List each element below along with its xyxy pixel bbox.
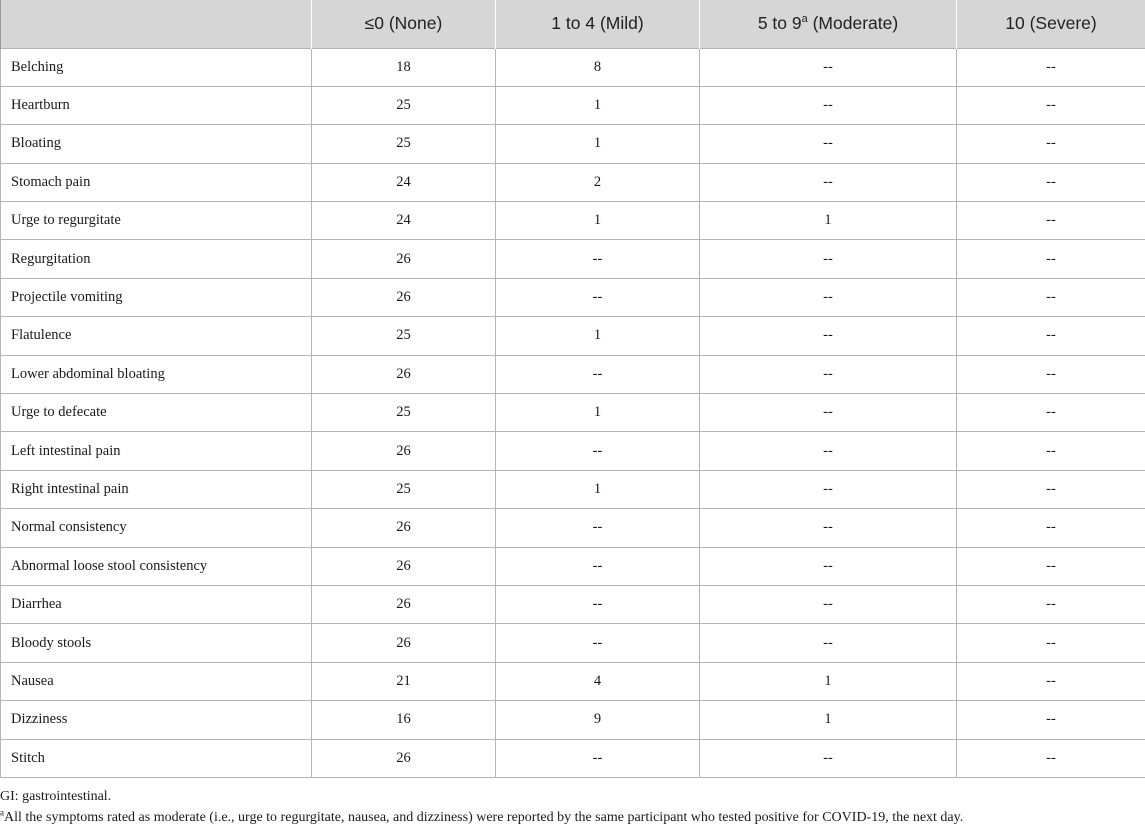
table-row [1, 317, 1145, 355]
cell-mild: 1 [496, 470, 700, 508]
table-row [1, 509, 1145, 547]
table-row [1, 701, 1145, 739]
table-body [1, 48, 1145, 777]
cell-severe: -- [957, 432, 1145, 470]
cell-mild: 8 [496, 48, 700, 86]
table-row [1, 547, 1145, 585]
cell-symptom: Abnormal loose stool consistency [1, 547, 312, 585]
header-moderate: 5 to 9$^a$ (Moderate) [700, 0, 957, 48]
cell-severe: -- [957, 547, 1145, 585]
cell-moderate: -- [700, 163, 957, 201]
header-mild: 1 to 4 (Mild) [496, 0, 700, 48]
cell-symptom: Heartburn [1, 86, 312, 124]
cell-none: 26 [312, 509, 496, 547]
table-row [1, 662, 1145, 700]
footnote-a [0, 807, 963, 828]
cell-symptom: Right intestinal pain [1, 470, 312, 508]
table-row [1, 125, 1145, 163]
cell-severe: -- [957, 240, 1145, 278]
cell-mild: 1 [496, 202, 700, 240]
cell-moderate: -- [700, 86, 957, 124]
cell-symptom: Bloating [1, 125, 312, 163]
cell-severe: -- [957, 86, 1145, 124]
cell-symptom: Stitch [1, 739, 312, 777]
cell-symptom: Stomach pain [1, 163, 312, 201]
cell-severe: -- [957, 624, 1145, 662]
cell-mild: -- [496, 355, 700, 393]
cell-severe: -- [957, 394, 1145, 432]
cell-none: 21 [312, 662, 496, 700]
cell-symptom: Flatulence [1, 317, 312, 355]
table-row [1, 624, 1145, 662]
cell-mild: 1 [496, 125, 700, 163]
cell-mild: 2 [496, 163, 700, 201]
table-row [1, 86, 1145, 124]
cell-mild: -- [496, 509, 700, 547]
cell-moderate: 1 [700, 701, 957, 739]
cell-symptom: Projectile vomiting [1, 278, 312, 316]
table-row [1, 355, 1145, 393]
cell-none: 18 [312, 48, 496, 86]
cell-mild: -- [496, 585, 700, 623]
cell-moderate: -- [700, 317, 957, 355]
cell-symptom: Dizziness [1, 701, 312, 739]
cell-severe: -- [957, 662, 1145, 700]
cell-severe: -- [957, 585, 1145, 623]
cell-moderate: -- [700, 48, 957, 86]
cell-none: 26 [312, 547, 496, 585]
table-row [1, 470, 1145, 508]
cell-symptom: Left intestinal pain [1, 432, 312, 470]
table-footnotes [0, 786, 963, 828]
table-row [1, 739, 1145, 777]
cell-symptom: Urge to regurgitate [1, 202, 312, 240]
cell-mild: -- [496, 240, 700, 278]
cell-moderate: -- [700, 739, 957, 777]
cell-symptom: Lower abdominal bloating [1, 355, 312, 393]
cell-symptom: Nausea [1, 662, 312, 700]
cell-none: 26 [312, 739, 496, 777]
header-symptom [1, 0, 312, 48]
cell-moderate: -- [700, 125, 957, 163]
cell-none: 26 [312, 432, 496, 470]
cell-moderate: -- [700, 355, 957, 393]
cell-severe: -- [957, 355, 1145, 393]
table-row [1, 432, 1145, 470]
cell-mild: -- [496, 624, 700, 662]
cell-symptom: Bloody stools [1, 624, 312, 662]
table-row [1, 240, 1145, 278]
cell-severe: -- [957, 278, 1145, 316]
table-row [1, 394, 1145, 432]
cell-moderate: -- [700, 509, 957, 547]
cell-moderate: -- [700, 240, 957, 278]
cell-mild: -- [496, 547, 700, 585]
cell-moderate: -- [700, 394, 957, 432]
cell-none: 24 [312, 202, 496, 240]
cell-moderate: -- [700, 278, 957, 316]
header-none: ≤0 (None) [312, 0, 496, 48]
cell-severe: -- [957, 509, 1145, 547]
cell-none: 25 [312, 317, 496, 355]
cell-severe: -- [957, 163, 1145, 201]
cell-none: 16 [312, 701, 496, 739]
cell-severe: -- [957, 701, 1145, 739]
cell-moderate: -- [700, 547, 957, 585]
cell-none: 25 [312, 470, 496, 508]
cell-mild: 1 [496, 317, 700, 355]
cell-none: 26 [312, 585, 496, 623]
cell-moderate: -- [700, 585, 957, 623]
table-row [1, 202, 1145, 240]
cell-symptom: Diarrhea [1, 585, 312, 623]
cell-severe: -- [957, 317, 1145, 355]
cell-none: 26 [312, 240, 496, 278]
table-row [1, 278, 1145, 316]
cell-severe: -- [957, 125, 1145, 163]
cell-mild: -- [496, 432, 700, 470]
cell-none: 25 [312, 125, 496, 163]
cell-symptom: Regurgitation [1, 240, 312, 278]
footnote-marker: a [802, 13, 808, 25]
table-row [1, 48, 1145, 86]
cell-mild: -- [496, 278, 700, 316]
cell-none: 26 [312, 278, 496, 316]
header-severe: 10 (Severe) [957, 0, 1145, 48]
cell-severe: -- [957, 470, 1145, 508]
cell-none: 25 [312, 394, 496, 432]
cell-severe: -- [957, 202, 1145, 240]
table-row [1, 585, 1145, 623]
footnote-a-marker: a [0, 807, 4, 817]
cell-none: 25 [312, 86, 496, 124]
cell-severe: -- [957, 739, 1145, 777]
footnote-abbreviation: GI: gastrointestinal. [0, 786, 963, 807]
cell-mild: 4 [496, 662, 700, 700]
cell-mild: -- [496, 739, 700, 777]
cell-moderate: 1 [700, 202, 957, 240]
cell-mild: 9 [496, 701, 700, 739]
cell-moderate: -- [700, 624, 957, 662]
cell-none: 26 [312, 624, 496, 662]
cell-symptom: Normal consistency [1, 509, 312, 547]
footnote-a-text: All the symptoms rated as moderate (i.e., urge to regurgitate, nausea, and dizziness) were reported by the same participant who tested positive for COVID-19, the next day. [4, 810, 963, 825]
cell-none: 24 [312, 163, 496, 201]
cell-symptom: Urge to defecate [1, 394, 312, 432]
table-row [1, 163, 1145, 201]
cell-moderate: -- [700, 432, 957, 470]
cell-symptom: Belching [1, 48, 312, 86]
cell-severe: -- [957, 48, 1145, 86]
cell-mild: 1 [496, 86, 700, 124]
table-header-row [1, 0, 1145, 48]
cell-none: 26 [312, 355, 496, 393]
cell-moderate: 1 [700, 662, 957, 700]
cell-moderate: -- [700, 470, 957, 508]
cell-mild: 1 [496, 394, 700, 432]
